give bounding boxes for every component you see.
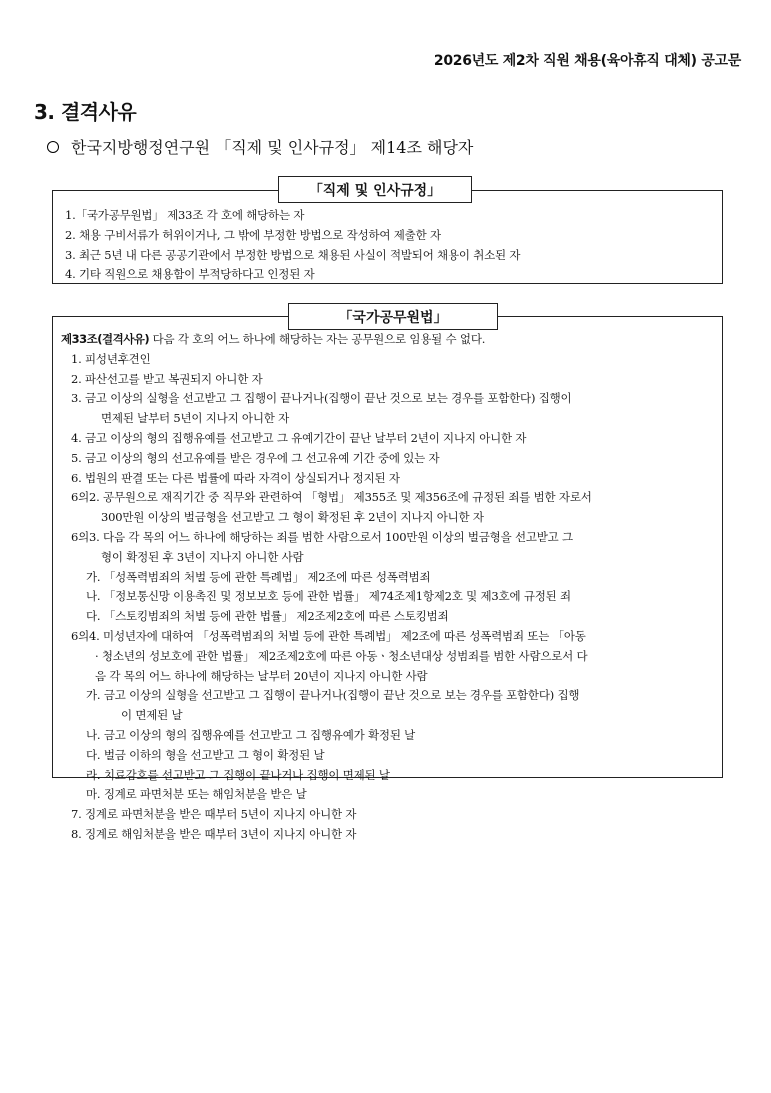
list-item: 8. 징계로 해임처분을 받은 때부터 3년이 지나지 아니한 자 xyxy=(71,826,357,841)
list-item: 4. 기타 직원으로 채용함이 부적당하다고 인정된 자 xyxy=(65,267,315,282)
list-item: 1.「국가공무원법」 제33조 각 호에 해당하는 자 xyxy=(65,208,305,222)
section-bullet xyxy=(47,135,473,158)
sub-list-item: 마. 징계로 파면처분 또는 해임처분을 받은 날 xyxy=(86,787,307,802)
list-item-continuation: · 청소년의 성보호에 관한 법률」 제2조제2호에 따른 아동ㆍ청소년대상 성범죄를 범한 사람으로서 다 xyxy=(95,648,588,663)
list-item: 6의3. 다음 각 목의 어느 하나에 해당하는 죄를 범한 사람으로서 100만원 이상의 벌금형을 선고받고 그 xyxy=(71,529,573,544)
article-lead xyxy=(61,330,716,350)
list-item: 4. 금고 이상의 형의 집행유예를 선고받고 그 유예기간이 끝난 날부터 2년이 지나지 아니한 자 xyxy=(71,430,527,445)
article-lead-text: 다음 각 호의 어느 하나에 해당하는 자는 공무원으로 임용될 수 없다. xyxy=(149,332,486,346)
sub-list-item: 다. 「스토킹범죄의 처벌 등에 관한 법률」 제2조제2호에 따른 스토킹범죄 xyxy=(86,609,449,624)
list-item: 6. 법원의 판결 또는 다른 법률에 따라 자격이 상실되거나 정지된 자 xyxy=(71,470,400,485)
article-lead-bold: 제33조(결격사유) xyxy=(61,332,150,346)
list-item-continuation: 300만원 이상의 벌금형을 선고받고 그 형이 확정된 후 2년이 지나지 아니한 자 xyxy=(101,510,484,525)
box2-title: 「국가공무원법」 xyxy=(288,303,498,330)
section-bullet-text: 한국지방행정연구원 「직제 및 인사규정」 제14조 해당자 xyxy=(71,138,474,157)
document-header: 2026년도 제2차 직원 채용(육아휴직 대체) 공고문 xyxy=(433,53,741,69)
sub-list-item: 다. 벌금 이하의 형을 선고받고 그 형이 확정된 날 xyxy=(86,747,325,762)
list-item: 3. 금고 이상의 실형을 선고받고 그 집행이 끝나거나(집행이 끝난 것으로 보는 경우를 포함한다) 집행이 xyxy=(71,391,572,406)
hollow-circle-icon xyxy=(47,141,59,153)
bylaw-box xyxy=(52,190,723,284)
sub-list-item: 가. 금고 이상의 실형을 선고받고 그 집행이 끝나거나(집행이 끝난 것으로 보는 경우를 포함한다) 집행 xyxy=(86,688,580,703)
civil-service-act-list xyxy=(53,330,722,845)
list-item: 2. 채용 구비서류가 허위이거나, 그 밖에 부정한 방법으로 작성하여 제출한 자 xyxy=(65,227,441,242)
list-item-continuation: 면제된 날부터 5년이 지나지 아니한 자 xyxy=(101,411,290,426)
civil-service-act-box xyxy=(52,316,723,841)
section-title: 3. 결격사유 xyxy=(34,100,137,124)
sub-list-item: 라. 치료감호를 선고받고 그 집행이 끝나거나 집행이 면제된 날 xyxy=(86,767,390,782)
box1-title: 「직제 및 인사규정」 xyxy=(278,176,472,203)
list-item: 6의2. 공무원으로 재직기간 중 직무와 관련하여 「형법」 제355조 및 제356조에 규정된 죄를 범한 자로서 xyxy=(71,490,592,505)
list-item: 1. 피성년후견인 xyxy=(71,351,151,366)
list-item: 7. 징계로 파면처분을 받은 때부터 5년이 지나지 아니한 자 xyxy=(71,807,357,822)
list-item-continuation: 형이 확정된 후 3년이 지나지 아니한 사람 xyxy=(101,549,304,564)
sub-list-item-continuation: 이 면제된 날 xyxy=(121,708,183,723)
list-item: 2. 파산선고를 받고 복권되지 아니한 자 xyxy=(71,371,263,386)
bylaw-list xyxy=(53,206,722,285)
sub-list-item: 나. 금고 이상의 형의 집행유예를 선고받고 그 집행유예가 확정된 날 xyxy=(86,727,416,742)
list-item: 3. 최근 5년 내 다른 공공기관에서 부정한 방법으로 채용된 사실이 적발되어 채용이 취소된 자 xyxy=(65,247,521,262)
sub-list-item: 나. 「정보통신망 이용촉진 및 정보보호 등에 관한 법률」 제74조제1항제2호 및 제3호에 규정된 죄 xyxy=(86,589,571,604)
list-item: 5. 금고 이상의 형의 선고유예를 받은 경우에 그 선고유예 기간 중에 있는 자 xyxy=(71,450,440,465)
sub-list-item: 가. 「성폭력범죄의 처벌 등에 관한 특례법」 제2조에 따른 성폭력범죄 xyxy=(86,569,431,584)
list-item-continuation: 음 각 목의 어느 하나에 해당하는 날부터 20년이 지나지 아니한 사람 xyxy=(95,668,428,683)
list-item: 6의4. 미성년자에 대하여 「성폭력범죄의 처벌 등에 관한 특례법」 제2조에 따른 성폭력범죄 또는 「아동 xyxy=(71,628,586,643)
